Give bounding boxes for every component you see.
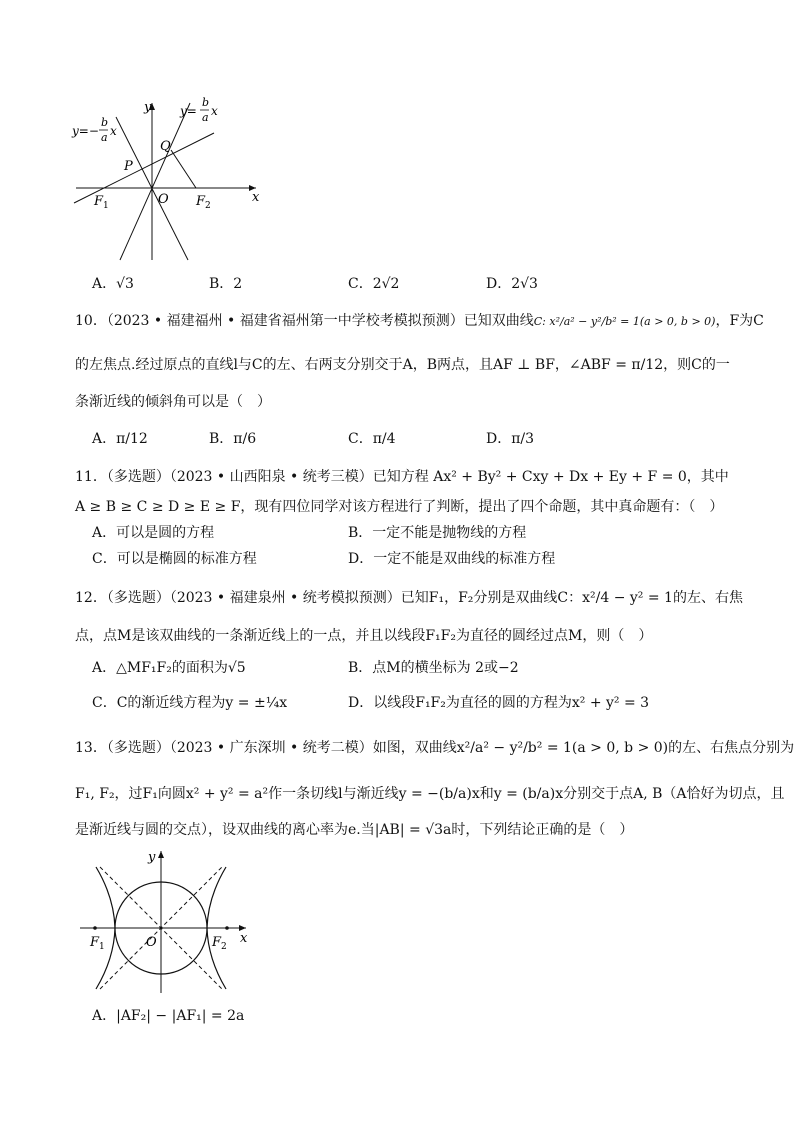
- q11-option-c: C．可以是椭圆的标准方程: [92, 551, 257, 567]
- f1-sub: 1: [103, 201, 109, 211]
- asymptote-positive: [120, 103, 190, 260]
- q10-option-b: B．π/6: [209, 431, 257, 447]
- line-pos-frac-num: b: [202, 96, 210, 109]
- q13-line-1: 13．（多选题）（2023 • 广东深圳 • 统考二模）如图，双曲线x²/a² − y²/b² = 1(a > 0, b > 0)的左、右焦点分别为: [75, 740, 794, 756]
- line-neg-frac-den: a: [101, 131, 108, 144]
- line-neg-x: x: [110, 124, 117, 138]
- f2-label: F: [212, 935, 222, 950]
- q11-line-1: 11．（多选题）（2023 • 山西阳泉 • 统考三模）已知方程 Ax² + By² + Cxy + Dx + Ey + F = 0，其中: [75, 469, 729, 485]
- q12-option-a: A．△MF₁F₂的面积为√5: [92, 660, 246, 676]
- q12-line-2: 点，点M是该双曲线的一条渐近线上的一点，并且以线段F₁F₂为直径的圆经过点M，则（ ）: [75, 628, 653, 644]
- q10-line-1-suffix: ，F为C: [715, 313, 764, 329]
- q10-line-1-prefix: 10．（2023 • 福建福州 • 福建省福州第一中学校考模拟预测）已知双曲线: [75, 313, 534, 329]
- q9-option-a: A．√3: [92, 276, 134, 292]
- figure-hyperbola-circle: [78, 845, 258, 995]
- q11-option-a: A．可以是圆的方程: [92, 525, 215, 541]
- q10-option-c: C．π/4: [348, 431, 396, 447]
- y-axis-arrow: [158, 851, 164, 858]
- q12-option-b: B．点M的横坐标为 2或−2: [348, 660, 519, 676]
- q11-option-d: D．一定不能是双曲线的标准方程: [348, 551, 556, 567]
- line-neg-frac-num: b: [101, 116, 109, 129]
- q11-line-2: A ≥ B ≥ C ≥ D ≥ E ≥ F，现有四位同学对该方程进行了判断，提出了四个命题，其中真命题有：（ ）: [75, 499, 724, 515]
- line-pos-x: x: [211, 104, 218, 118]
- q10-line-1: [75, 310, 764, 330]
- q12-option-d: D．以线段F₁F₂为直径的圆的方程为x² + y² = 3: [348, 695, 650, 711]
- q10-option-a: A．π/12: [92, 431, 148, 447]
- q10-line-1-eq: C: x²/a² − y²/b² = 1(a > 0, b > 0): [533, 315, 716, 328]
- x-axis-label: x: [252, 190, 260, 205]
- f1-sub: 1: [99, 942, 105, 952]
- point-p-label: P: [124, 159, 133, 174]
- q9-option-b: B．2: [209, 276, 243, 292]
- q13-line-2: F₁, F₂，过F₁向圆x² + y² = a²作一条切线l与渐近线y = −(b/a)x和y = (b/a)x分别交于点A, B（A恰好为切点，且: [75, 786, 785, 802]
- y-axis-label: y: [148, 850, 156, 865]
- q11-option-b: B．一定不能是抛物线的方程: [348, 525, 527, 541]
- q13-option-a: A．|AF₂| − |AF₁| = 2a: [92, 1008, 245, 1024]
- f1-label: F: [90, 935, 100, 950]
- f2-sub: 2: [205, 201, 211, 211]
- focus-f1-dot: [93, 926, 97, 930]
- origin-label: O: [158, 192, 169, 207]
- line-neg-label: y=−: [72, 124, 99, 138]
- f2-sub: 2: [221, 942, 227, 952]
- point-q-label: Q: [160, 139, 171, 154]
- focus-f2-dot: [225, 926, 229, 930]
- y-axis-label: y: [144, 100, 152, 115]
- q12-line-1: 12．（多选题）（2023 • 福建泉州 • 统考模拟预测）已知F₁，F₂分别是双曲线C：x²/4 − y² = 1的左、右焦: [75, 590, 743, 606]
- f1-label: F: [94, 194, 104, 209]
- origin-label: O: [146, 935, 157, 950]
- line-f1-pq: [74, 133, 214, 203]
- x-axis-label: x: [240, 931, 248, 946]
- q10-line-3: 条渐近线的倾斜角可以是（ ）: [75, 394, 271, 410]
- q10-line-2: 的左焦点.经过原点的直线l与C的左、右两支分别交于A，B两点，且AF ⊥ BF，∠ABF = π/12，则C的一: [75, 357, 730, 373]
- figure-asymptote-diagram: [68, 95, 268, 265]
- line-pos-frac-den: a: [202, 111, 209, 124]
- q12-option-c: C．C的渐近线方程为y = ±¼x: [92, 695, 288, 711]
- segment-q-f2: [171, 150, 196, 188]
- q13-line-3: 是渐近线与圆的交点），设双曲线的离心率为e.当|AB| = √3a时，下列结论正确的是（ ）: [75, 822, 634, 838]
- q10-option-d: D．π/3: [486, 431, 535, 447]
- line-pos-label: y=: [180, 104, 197, 118]
- q9-option-c: C．2√2: [348, 276, 400, 292]
- f2-label: F: [196, 194, 206, 209]
- q9-option-d: D．2√3: [486, 276, 538, 292]
